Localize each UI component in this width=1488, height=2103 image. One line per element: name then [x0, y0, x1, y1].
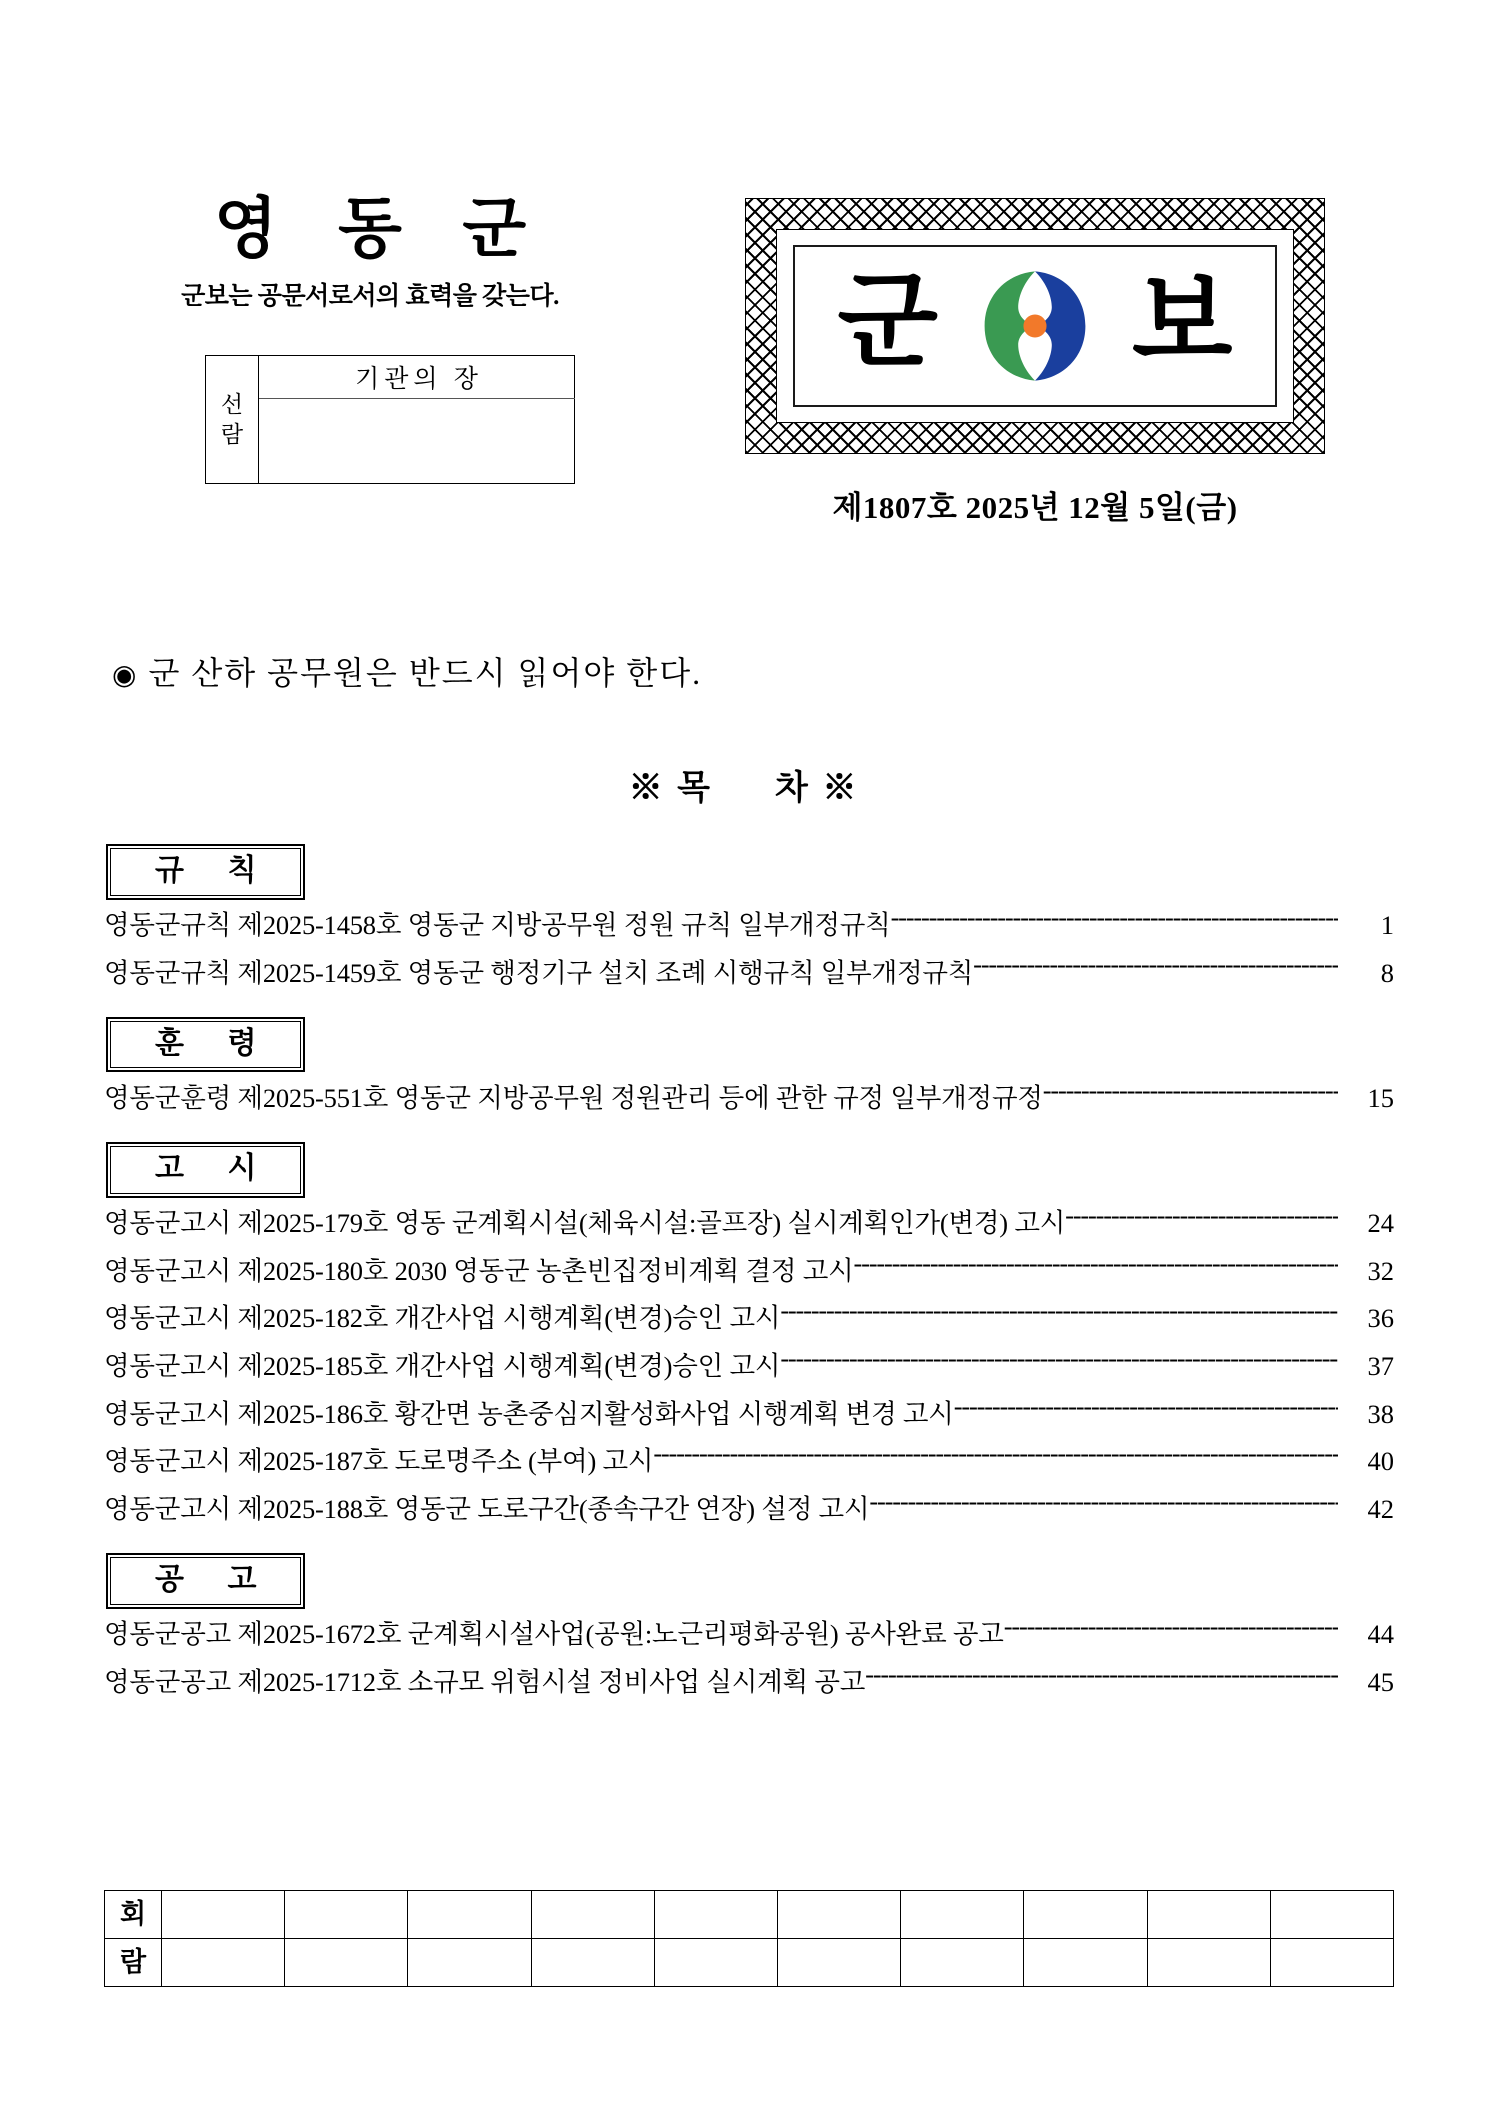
toc-section-badge-label: 규 칙 — [110, 848, 301, 896]
toc-entry-title: 영동군고시 제2025-185호 개간사업 시행계획(변경)승인 고시 — [104, 1351, 781, 1382]
toc-entry[interactable] — [104, 1080, 1394, 1113]
circulation-cell[interactable] — [408, 1939, 531, 1987]
toc-entry[interactable] — [104, 1301, 1394, 1334]
circulation-cell[interactable] — [285, 1891, 408, 1939]
circulation-cell[interactable] — [162, 1939, 285, 1987]
toc-entry-page-number: 32 — [1367, 1255, 1394, 1286]
toc-entry-title: 영동군규칙 제2025-1458호 영동군 지방공무원 정원 규칙 일부개정규칙 — [104, 910, 891, 941]
mandatory-reading-notice-text: 군 산하 공무원은 반드시 읽어야 한다. — [148, 655, 703, 691]
toc-entry[interactable] — [104, 1492, 1394, 1525]
circulation-cell[interactable] — [901, 1891, 1024, 1939]
masthead-inner-border-inner — [793, 245, 1277, 407]
approval-side-label — [206, 356, 259, 484]
mandatory-reading-notice — [112, 648, 702, 694]
issue-number-and-date: 제1807호 2025년 12월 5일(금) — [832, 490, 1238, 525]
toc-section-badge-label: 훈 령 — [110, 1021, 301, 1069]
yeongdong-county-emblem-icon — [972, 263, 1098, 389]
circulation-cell[interactable] — [1147, 1939, 1270, 1987]
toc-section-badge-label: 고 시 — [110, 1146, 301, 1194]
approval-side-label-char1: 선 — [220, 392, 244, 418]
toc-entry-page-number: 36 — [1367, 1303, 1394, 1334]
toc-entry-leader-dots — [973, 955, 1338, 982]
toc-entry-title: 영동군고시 제2025-182호 개간사업 시행계획(변경)승인 고시 — [104, 1303, 781, 1334]
circulation-cell[interactable] — [901, 1939, 1024, 1987]
toc-section-badge — [106, 844, 305, 900]
toc-entry-leader-dots — [865, 1664, 1338, 1691]
circulation-table — [104, 1890, 1394, 1987]
toc-entry-page-number: 44 — [1367, 1619, 1394, 1650]
toc-entry[interactable] — [104, 1349, 1394, 1382]
circulation-cell[interactable] — [531, 1891, 654, 1939]
toc-entry-title: 영동군훈령 제2025-551호 영동군 지방공무원 정원관리 등에 관한 규정 일부개정규정 — [104, 1082, 1043, 1113]
circulation-cell[interactable] — [1270, 1939, 1393, 1987]
circulation-cell[interactable] — [531, 1939, 654, 1987]
toc-entry-page-number: 15 — [1367, 1082, 1394, 1113]
toc-entry-page-number: 40 — [1367, 1446, 1394, 1477]
masthead-inner-border-outer — [776, 229, 1294, 423]
toc-entry-leader-dots — [891, 908, 1338, 935]
circulation-cell[interactable] — [1024, 1891, 1147, 1939]
toc-entry-title: 영동군고시 제2025-180호 2030 영동군 농촌빈집정비계획 결정 고시 — [104, 1255, 854, 1286]
toc-entry[interactable] — [104, 1253, 1394, 1286]
toc-entry-page-number: 45 — [1367, 1666, 1394, 1697]
toc-entry[interactable] — [104, 1444, 1394, 1477]
circulation-cell[interactable] — [777, 1891, 900, 1939]
toc-entry[interactable] — [104, 908, 1394, 941]
circulation-cell[interactable] — [777, 1939, 900, 1987]
toc-entry-page-number: 24 — [1367, 1208, 1394, 1239]
toc-section-badge — [106, 1553, 305, 1609]
filled-circle-bullet-icon: ◉ — [112, 660, 139, 691]
toc-entry-leader-dots — [780, 1349, 1338, 1376]
circulation-cell[interactable] — [162, 1891, 285, 1939]
toc-entry[interactable] — [104, 1617, 1394, 1650]
toc-section-badge-label: 공 고 — [110, 1557, 301, 1605]
toc-entry-page-number: 1 — [1380, 910, 1394, 941]
masthead-left-block — [140, 195, 600, 312]
toc-entry[interactable] — [104, 1664, 1394, 1697]
toc-entry-leader-dots — [653, 1444, 1338, 1471]
toc-entry-title: 영동군공고 제2025-1672호 군계획시설사업(공원:노근리평화공원) 공사완료 공고 — [104, 1619, 1004, 1650]
toc-section-badge — [106, 1017, 305, 1073]
toc-entry[interactable] — [104, 1396, 1394, 1429]
toc-entry-page-number: 38 — [1367, 1398, 1394, 1429]
toc-entry-leader-dots — [1043, 1080, 1338, 1107]
circulation-cell[interactable] — [1270, 1891, 1393, 1939]
gazette-masthead — [745, 198, 1325, 454]
approval-side-label-char2: 람 — [220, 421, 244, 447]
table-of-contents — [104, 830, 1394, 1712]
toc-entry[interactable] — [104, 1206, 1394, 1239]
toc-title-right: 차 ※ — [775, 770, 860, 807]
toc-entry-leader-dots — [854, 1253, 1338, 1280]
circulation-cell[interactable] — [654, 1939, 777, 1987]
toc-entry-title: 영동군고시 제2025-188호 영동군 도로구간(종속구간 연장) 설정 고시 — [104, 1494, 870, 1525]
circulation-cell[interactable] — [408, 1891, 531, 1939]
toc-entry-page-number: 8 — [1380, 957, 1394, 988]
toc-entry-leader-dots — [780, 1301, 1338, 1328]
toc-entry-title: 영동군고시 제2025-187호 도로명주소 (부여) 고시 — [104, 1446, 654, 1477]
toc-entry-title: 영동군고시 제2025-186호 황간면 농촌중심지활성화사업 시행계획 변경 고시 — [104, 1398, 954, 1429]
toc-section-badge — [106, 1142, 305, 1198]
circulation-label-row1: 회 — [105, 1891, 162, 1939]
circulation-label-row2: 람 — [105, 1939, 162, 1987]
toc-entry-leader-dots — [1004, 1617, 1338, 1644]
toc-entry-page-number: 37 — [1367, 1351, 1394, 1382]
circulation-cell[interactable] — [285, 1939, 408, 1987]
masthead-char-bo: 보 — [1132, 264, 1233, 380]
toc-entry-leader-dots — [869, 1492, 1338, 1519]
toc-entry-title: 영동군고시 제2025-179호 영동 군계획시설(체육시설:골프장) 실시계획인가(변경) 고시 — [104, 1208, 1066, 1239]
gazette-legal-note: 군보는 공문서로서의 효력을 갖는다. — [181, 283, 559, 311]
page-header — [0, 0, 1488, 600]
toc-entry[interactable] — [104, 955, 1394, 988]
toc-entry-title: 영동군규칙 제2025-1459호 영동군 행정기구 설치 조례 시행규칙 일부개정규칙 — [104, 957, 974, 988]
circulation-cell[interactable] — [1147, 1891, 1270, 1939]
approval-column-header: 기관의 장 — [259, 356, 575, 399]
toc-title-left: ※ 목 — [628, 770, 713, 807]
toc-entry-page-number: 42 — [1367, 1494, 1394, 1525]
toc-entry-leader-dots — [954, 1396, 1338, 1423]
circulation-cell[interactable] — [654, 1891, 777, 1939]
approval-signature-cell[interactable] — [259, 399, 575, 484]
toc-entry-leader-dots — [1065, 1206, 1338, 1233]
circulation-cell[interactable] — [1024, 1939, 1147, 1987]
masthead-char-gun: 군 — [837, 264, 938, 380]
table-of-contents-title — [0, 760, 1488, 809]
county-name-title: 영 동 군 — [213, 193, 549, 266]
toc-entry-title: 영동군공고 제2025-1712호 소규모 위험시설 정비사업 실시계획 공고 — [104, 1666, 866, 1697]
approval-stamp-table — [205, 355, 575, 484]
